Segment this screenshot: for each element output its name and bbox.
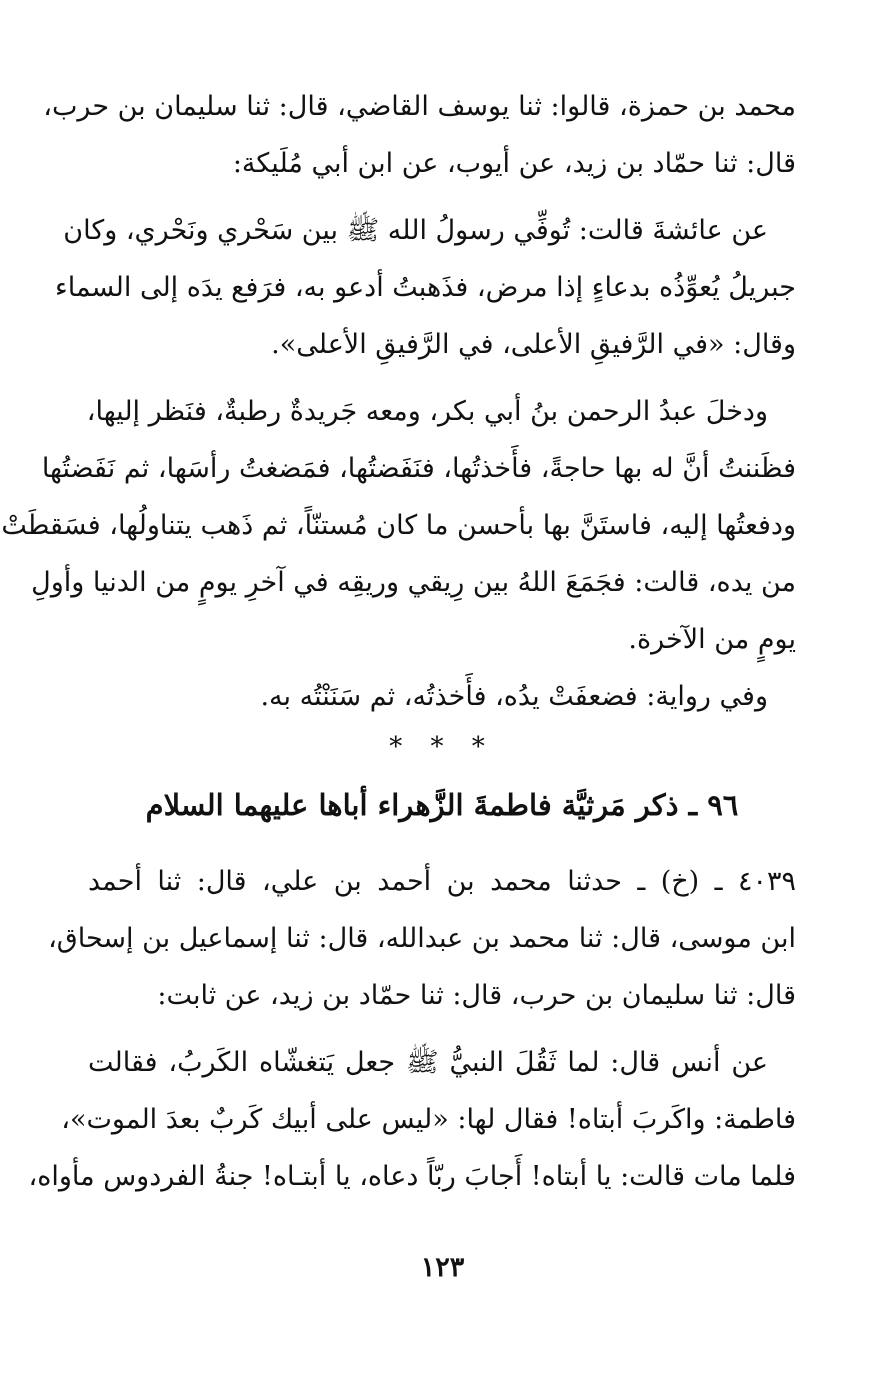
text-line: فلما مات قالت: يا أبتاه! أَجابَ ربّاً دعاه، يا أبتـاه! جنةُ الفردوس مأواه، xyxy=(28,1161,796,1192)
riwaya-paragraph xyxy=(88,668,796,725)
text-line: ابن موسى، قال: ثنا محمد بن عبدالله، قال: ثنا إسماعيل بن إسحاق، xyxy=(48,923,796,954)
text-line: ودفعتُها إليه، فاستَنَّ بها بأحسن ما كان مُستنّاً، ثم ذَهب يتناولُها، فسَقطَتْ xyxy=(1,510,796,541)
isnad-paragraph xyxy=(48,853,796,1024)
text-line: عن أنس قال: لما ثَقُلَ النبيُّ ﷺ جعل يَتغشّاه الكَربُ، فقالت xyxy=(88,1047,768,1078)
text-line: ودخلَ عبدُ الرحمن بنُ أبي بكر، ومعه جَريدةٌ رطبةٌ، فنَظر إليها، xyxy=(86,396,768,427)
text-line: عن عائشةَ قالت: تُوفِّي رسولُ الله ﷺ بين سَحْري ونَحْري، وكان xyxy=(63,215,768,246)
text-line: فظَننتُ أنَّ له بها حاجةً، فأَخذتُها، فنَفَضتُها، فمَضغتُ رأسَها، ثم نَفَضتُها xyxy=(41,453,796,484)
chapter-heading: ٩٦ ـ ذكر مَرثيَّة فاطمةَ الزَّهراء أباها عليهما السلام xyxy=(145,788,739,822)
text-line: ٤٠٣٩ ـ (خ) ـ حدثنا محمد بن أحمد بن علي، قال: ثنا أحمد xyxy=(88,866,796,897)
section-separator: * * * xyxy=(389,732,495,762)
text-line: وفي رواية: فضعفَتْ يدُه، فأَخذتُه، ثم سَنَنْتُه به. xyxy=(260,681,768,712)
text-line: جبريلُ يُعوِّذُه بدعاءٍ إذا مرض، فذَهبتُ أدعو به، فرَفع يدَه إلى السماء xyxy=(55,272,796,303)
text-line: وقال: «في الرَّفيقِ الأعلى، في الرَّفيقِ الأعلى». xyxy=(271,329,796,360)
text-line: فاطمة: واكَربَ أبتاه! فقال لها: «ليس على أبيك كَربٌ بعدَ الموت»، xyxy=(61,1104,796,1135)
page-number: ١٢٣ xyxy=(420,1252,465,1283)
text-line: قال: ثنا سليمان بن حرب، قال: ثنا حمّاد بن زيد، عن ثابت: xyxy=(157,980,796,1011)
text-line: يومٍ من الآخرة. xyxy=(628,624,796,655)
text-line: من يده، قالت: فجَمَعَ اللهُ بين رِيقي وريقِه في آخرِ يومٍ من الدنيا وأولِ xyxy=(31,567,796,598)
hadith-aisha-paragraph xyxy=(55,202,796,373)
text-line: محمد بن حمزة، قالوا: ثنا يوسف القاضي، قال: ثنا سليمان بن حرب، xyxy=(43,91,796,122)
isnad-continuation xyxy=(43,78,796,192)
hadith-continuation-paragraph xyxy=(1,383,796,668)
hadith-anas-paragraph xyxy=(28,1034,796,1205)
page-body xyxy=(1,78,796,1205)
text-line: قال: ثنا حمّاد بن زيد، عن أيوب، عن ابن أبي مُلَيكة: xyxy=(232,148,796,179)
